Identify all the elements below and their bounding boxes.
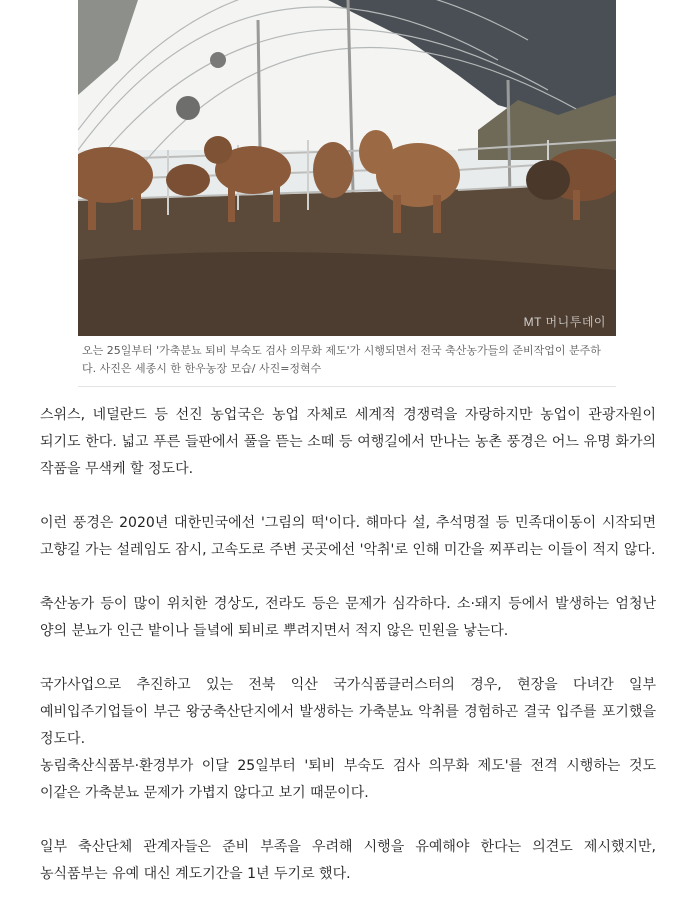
- article-body: [40, 402, 656, 888]
- cattle-farm-photo: [78, 0, 616, 336]
- article-paragraph: 이런 풍경은 2020년 대한민국에선 '그림의 떡'이다. 해마다 설, 추석명절 등 민족대이동이 시작되면 고향길 가는 설레임도 잠시, 고속도로 주변 곳곳에선 '악취'로 인해 미간을 찌푸리는 이들이 적지 않다.: [40, 515, 656, 558]
- article-paragraph: 축산농가 등이 많이 위치한 경상도, 전라도 등은 문제가 심각하다. 소·돼지 등에서 발생하는 엄청난 양의 분뇨가 인근 밭이나 들녘에 퇴비로 뿌려지면서 적지 않은 민원을 낳는다.: [40, 596, 656, 639]
- article-paragraph: 일부 축산단체 관계자들은 준비 부족을 우려해 시행을 유예해야 한다는 의견도 제시했지만, 농식품부는 유예 대신 계도기간을 1년 두기로 했다.: [40, 839, 656, 882]
- article-paragraph: 스위스, 네덜란드 등 선진 농업국은 농업 자체로 세계적 경쟁력을 자랑하지만 농업이 관광자원이 되기도 한다. 넓고 푸른 들판에서 풀을 뜯는 소떼 등 여행길에서 만나는 농촌 풍경은 어느 유명 화가의 작품을 무색케 할 정도다.: [40, 407, 656, 477]
- photo-watermark: MT 머니투데이: [523, 315, 606, 329]
- article-figure: [78, 0, 616, 387]
- photo-caption: 오는 25일부터 '가축분뇨 퇴비 부숙도 검사 의무화 제도'가 시행되면서 전국 축산농가들의 준비작업이 분주하다. 사진은 세종시 한 한우농장 모습/ 사진=정혁수: [78, 336, 616, 387]
- article-paragraph: 농림축산식품부·환경부가 이달 25일부터 '퇴비 부숙도 검사 의무화 제도'를 전격 시행하는 것도 이같은 가축분뇨 문제가 가볍지 않다고 보기 때문이다.: [40, 758, 656, 801]
- article-paragraph: 국가사업으로 추진하고 있는 전북 익산 국가식품클러스터의 경우, 현장을 다녀간 일부 예비입주기업들이 부근 왕궁축산단지에서 발생하는 가축분뇨 악취를 경험하곤 결국 입주를 포기했을 정도다.: [40, 677, 656, 747]
